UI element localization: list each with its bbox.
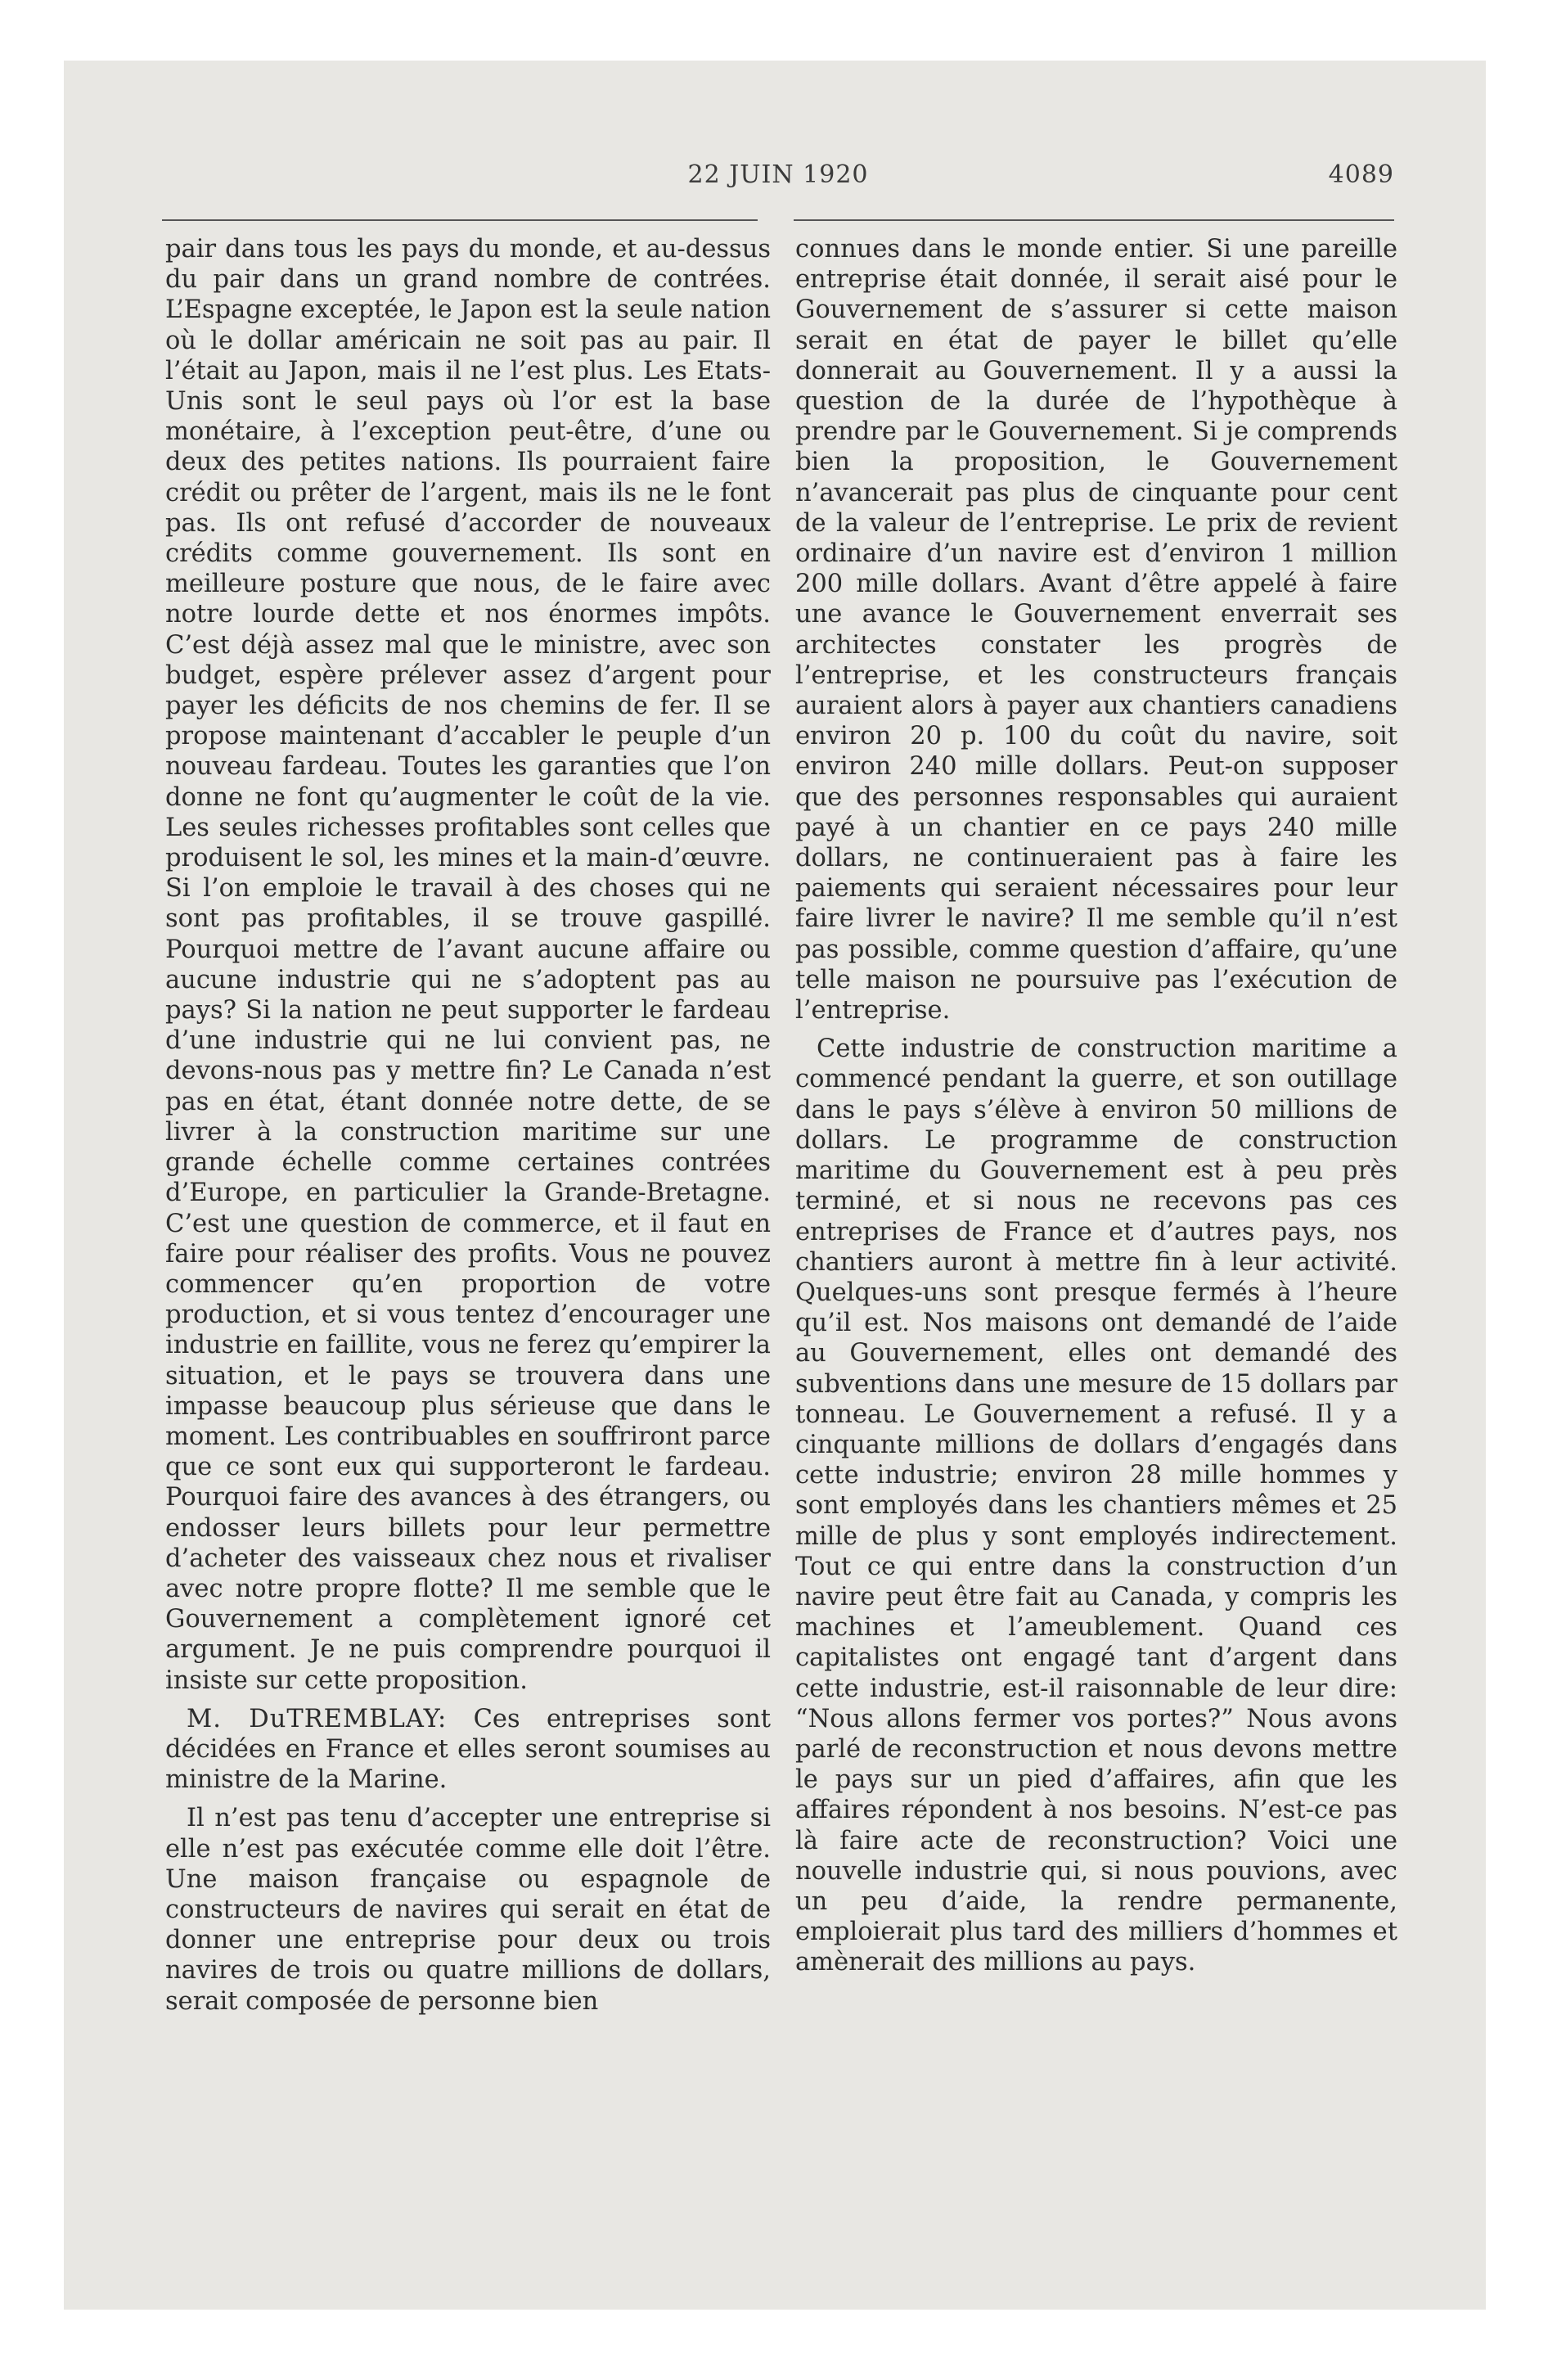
header-rule-left [162, 219, 758, 221]
left-paragraph-2 [165, 1704, 771, 1796]
speaker-name: M. DuTREMBLAY: [187, 1704, 448, 1733]
header-date: 22 JUIN 1920 [687, 160, 869, 189]
page-number: 4089 [1328, 160, 1394, 189]
speaker-text: Ces entreprises sont décidées en France et elles seront soumises au ministre de la Marine. [165, 1704, 771, 1795]
header-rule-right [794, 219, 1394, 221]
right-paragraph-2: Cette industrie de construction maritime a commencé pendant la guerre, et son outillage dans le pays s’élève à environ 50 millions de dollars. Le programme de construction maritime du Gouvernement est à peu près terminé, et si nous ne recevons pas ces entreprises de France et d’autres pays, nos chantiers auront à mettre fin à leur activité. Quelques-uns sont presque fermés à l’heure qu’il est. Nos maisons ont demandé de l’aide au Gouvernement, elles ont demandé des subventions dans une mesure de 15 dollars par tonneau. Le Gouvernement a refusé. Il y a cinquante millions de dollars d’engagés dans cette industrie; environ 28 mille hommes y sont employés dans les chantiers mêmes et 25 mille de plus y sont employés indirectement. Tout ce qui entre dans la construction d’un navire peut être fait au Canada, y compris les machines et l’ameublement. Quand ces capitalistes ont engagé tant d’argent dans cette industrie, est-il raisonnable de leur dire: “Nous allons fermer vos portes?” Nous avons parlé de reconstruction et nous devons mettre le pays sur un pied d’affaires, afin que les affaires répondent à nos besoins. N’est-ce pas là faire acte de reconstruction? Voici une nouvelle industrie qui, si nous pouvions, avec un peu d’aide, la rendre permanente, emploierait plus tard des milliers d’hommes et amènerait des millions au pays. [795, 1034, 1397, 1977]
page-header [162, 160, 1394, 206]
left-paragraph-3: Il n’est pas tenu d’accepter une entreprise si elle n’est pas exécutée comme elle doit l’être. Une maison française ou espagnole de constructeurs de navires qui serait en état de donner une entreprise pour deux ou trois navires de trois ou quatre millions de dollars, serait composée de personne bien [165, 1804, 771, 2016]
left-column [165, 234, 771, 2017]
right-column [795, 234, 1397, 1978]
right-paragraph-1: connues dans le monde entier. Si une pareille entreprise était donnée, il serait aisé pour le Gouvernement de s’assurer si cette maison serait en état de payer le billet qu’elle donnerait au Gouvernement. Il y a aussi la question de la durée de l’hypothèque à prendre par le Gouvernement. Si je comprends bien la proposition, le Gouvernement n’avancerait pas plus de cinquante pour cent de la valeur de l’entreprise. Le prix de revient ordinaire d’un navire est d’environ 1 million 200 mille dollars. Avant d’être appelé à faire une avance le Gouvernement enverrait ses architectes constater les progrès de l’entreprise, et les constructeurs français auraient alors à payer aux chantiers canadiens environ 20 p. 100 du coût du navire, soit environ 240 mille dollars. Peut-on supposer que des personnes responsables qui auraient payé à un chantier en ce pays 240 mille dollars, ne continueraient pas à faire les paiements qui seraient nécessaires pour leur faire livrer le navire? Il me semble qu’il n’est pas possible, comme question d’affaire, qu’une telle maison ne poursuive pas l’exécution de l’entreprise. [795, 235, 1397, 1025]
left-paragraph-1: pair dans tous les pays du monde, et au-dessus du pair dans un grand nombre de contrées. L’Espagne exceptée, le Japon est la seule nation où le dollar américain ne soit pas au pair. Il l’était au Japon, mais il ne l’est plus. Les Etats-Unis sont le seul pays où l’or est la base monétaire, à l’exception peut-être, d’une ou deux des petites nations. Ils pourraient faire crédit ou prêter de l’argent, mais ils ne le font pas. Ils ont refusé d’accorder de nouveaux crédits comme gouvernement. Ils sont en meilleure posture que nous, de le faire avec notre lourde dette et nos énormes impôts. C’est déjà assez mal que le ministre, avec son budget, espère prélever assez d’argent pour payer les déficits de nos chemins de fer. Il se propose maintenant d’accabler le peuple d’un nouveau fardeau. Toutes les garanties que l’on donne ne font qu’augmenter le coût de la vie. Les seules richesses profitables sont celles que produisent le sol, les mines et la main-d’œuvre. Si l’on emploie le travail à des choses qui ne sont pas profitables, il se trouve gaspillé. Pourquoi mettre de l’avant aucune affaire ou aucune industrie qui ne s’adoptent pas au pays? Si la nation ne peut supporter le fardeau d’une industrie qui ne lui convient pas, ne devons-nous pas y mettre fin? Le Canada n’est pas en état, étant donnée notre dette, de se livrer à la construction maritime sur une grande échelle comme certaines contrées d’Europe, en particulier la Grande-Bretagne. C’est une question de commerce, et il faut en faire pour réaliser des profits. Vous ne pouvez commencer qu’en proportion de votre production, et si vous tentez d’encourager une industrie en faillite, vous ne ferez qu’empirer la situation, et le pays se trouvera dans une impasse beaucoup plus sérieuse que dans le moment. Les contribuables en souffriront parce que ce sont eux qui supporteront le fardeau. Pourquoi faire des avances à des étrangers, ou endosser leurs billets pour leur permettre d’acheter des vaisseaux chez nous et rivaliser avec notre propre flotte? Il me semble que le Gouvernement a complètement ignoré cet argument. Je ne puis comprendre pourquoi il insiste sur cette proposition. [165, 235, 771, 1695]
